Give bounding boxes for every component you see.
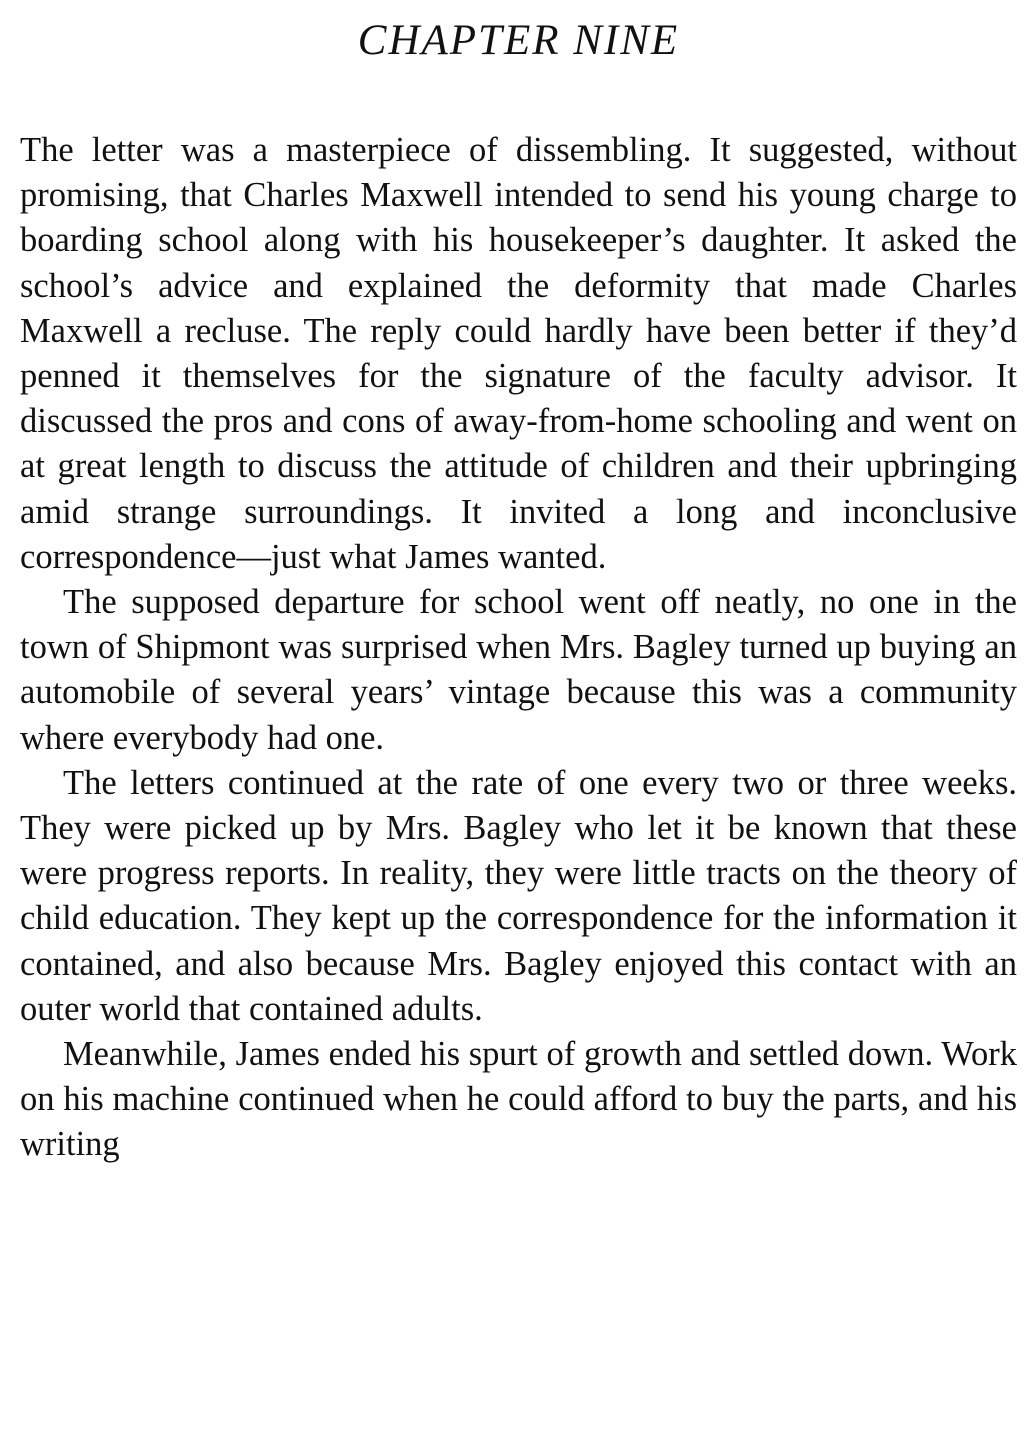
- chapter-body: [20, 128, 1017, 1168]
- paragraph-3: The letters continued at the rate of one every two or three weeks. They were picked up by Mrs. Bagley who let it be known that these were progress reports. In reality, they were little tracts on the theory of child education. They kept up the correspondence for the information it contained, and also because Mrs. Bagley enjoyed this contact with an outer world that contained adults.: [20, 763, 1017, 1028]
- book-page: [20, 0, 1017, 1450]
- chapter-title: CHAPTER NINE: [357, 17, 680, 64]
- paragraph-4: Meanwhile, James ended his spurt of growth and settled down. Work on his machine continued when he could afford to buy the parts, and his writing: [20, 1035, 1017, 1164]
- paragraph-1: The letter was a masterpiece of dissembling. It suggested, without promising, that Charles Maxwell intended to send his young charge to boarding school along with his housekeeper’s daughter. It asked the school’s advice and explained the deformity that made Charles Maxwell a recluse. The reply could hardly have been better if they’d penned it themselves for the signature of the faculty advisor. It discussed the pros and cons of away-from-home schooling and went on at great length to discuss the attitude of children and their upbringing amid strange surroundings. It invited a long and inconclusive correspondence—just what James wanted.: [20, 131, 1017, 576]
- paragraph-2: The supposed departure for school went off neatly, no one in the town of Shipmont was surprised when Mrs. Bagley turned up buying an automobile of several years’ vintage because this was a community where everybody had one.: [20, 583, 1017, 757]
